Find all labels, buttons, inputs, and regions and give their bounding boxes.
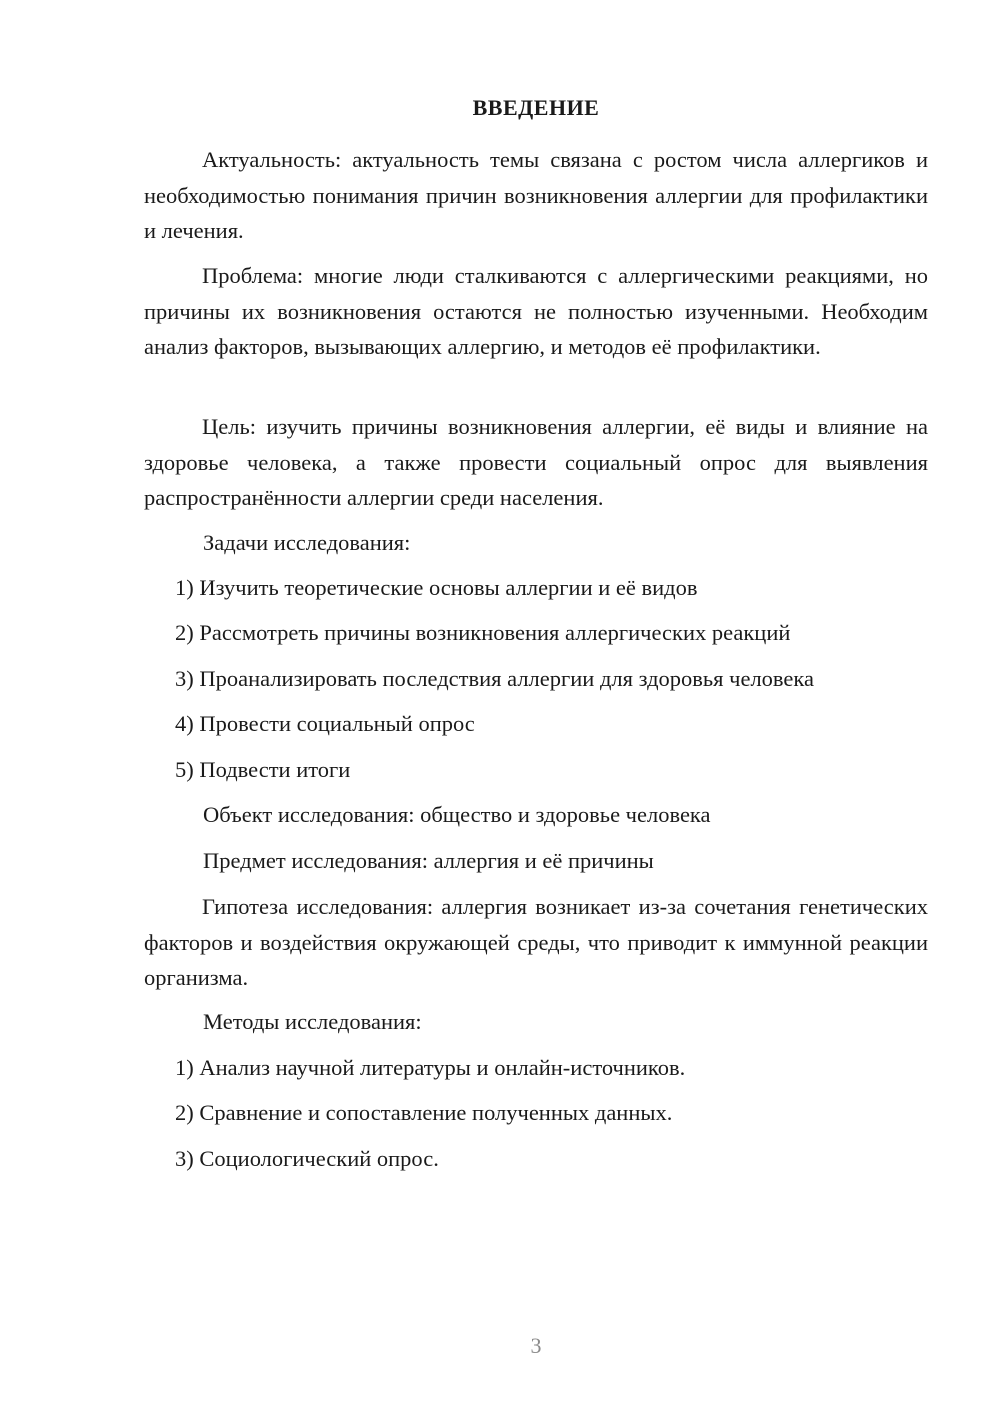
tasks-title: Задачи исследования: [203, 530, 411, 555]
goal-paragraph: Цель: изучить причины возникновения аллергии, её виды и влияние на здоровье человека, а также провести социальный опрос для выявления распространённости аллергии среди населения. [144, 414, 928, 510]
section-heading: ВВЕДЕНИЕ [472, 95, 600, 120]
task-item-1: 1) Изучить теоретические основы аллергии и её видов [175, 575, 698, 600]
problem-paragraph: Проблема: многие люди сталкиваются с аллергическими реакциями, но причины их возникновения остаются не полностью изученными. Необходим анализ факторов, вызывающих аллергию, и методов её профилактики. [144, 263, 928, 359]
task-item-3: 3) Проанализировать последствия аллергии для здоровья человека [175, 666, 814, 691]
method-item-2: 2) Сравнение и сопоставление полученных данных. [175, 1100, 673, 1125]
research-object: Объект исследования: общество и здоровье человека [203, 802, 711, 827]
method-item-1: 1) Анализ научной литературы и онлайн-источников. [175, 1055, 686, 1080]
task-item-2: 2) Рассмотреть причины возникновения аллергических реакций [175, 620, 791, 645]
hypothesis-paragraph: Гипотеза исследования: аллергия возникает из-за сочетания генетических факторов и воздействия окружающей среды, что приводит к иммунной реакции организма. [144, 894, 928, 990]
task-item-4: 4) Провести социальный опрос [175, 711, 475, 736]
relevance-paragraph: Актуальность: актуальность темы связана с ростом числа аллергиков и необходимостью понимания причин возникновения аллергии для профилактики и лечения. [144, 147, 928, 243]
page-number: 3 [530, 1333, 542, 1358]
methods-title: Методы исследования: [203, 1009, 422, 1034]
research-subject: Предмет исследования: аллергия и её причины [203, 848, 654, 873]
task-item-5: 5) Подвести итоги [175, 757, 351, 782]
method-item-3: 3) Социологический опрос. [175, 1146, 439, 1171]
